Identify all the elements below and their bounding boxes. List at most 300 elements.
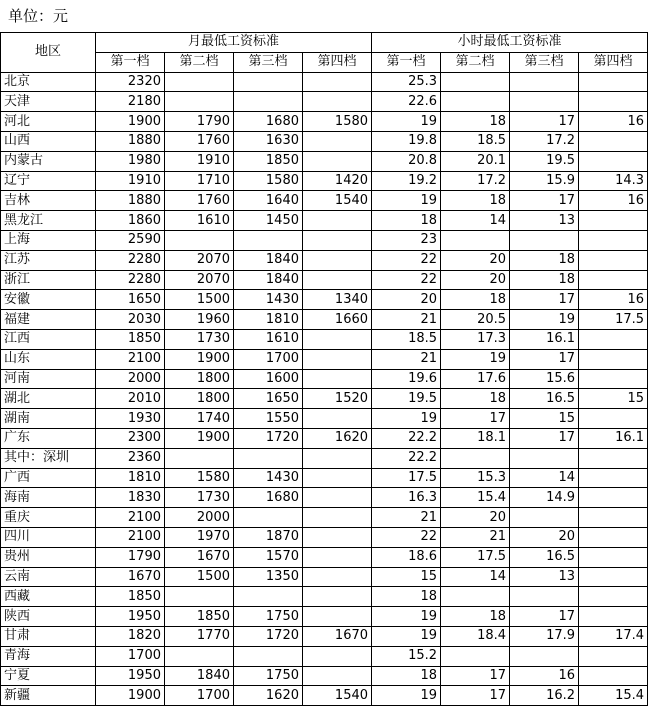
table-row [1, 626, 648, 646]
hourly-wage-cell: 18.4 [441, 626, 510, 646]
table-row [1, 349, 648, 369]
monthly-wage-cell: 1670 [165, 547, 234, 567]
hourly-wage-cell: 19.8 [372, 131, 441, 151]
table-row [1, 567, 648, 587]
monthly-wage-cell: 1880 [96, 131, 165, 151]
hourly-wage-cell: 17 [510, 349, 579, 369]
hourly-wage-cell: 18.5 [441, 131, 510, 151]
monthly-wage-cell: 1610 [165, 211, 234, 231]
monthly-wage-cell: 1840 [234, 250, 303, 270]
monthly-wage-cell: 1910 [165, 151, 234, 171]
table-row [1, 290, 648, 310]
monthly-wage-cell: 2180 [96, 92, 165, 112]
monthly-wage-cell: 1540 [303, 686, 372, 706]
hourly-wage-cell: 22.2 [372, 448, 441, 468]
monthly-wage-cell [303, 250, 372, 270]
monthly-wage-cell: 1900 [165, 428, 234, 448]
table-body [1, 72, 648, 706]
monthly-wage-cell: 1840 [234, 270, 303, 290]
table-row [1, 468, 648, 488]
monthly-wage-cell: 1740 [165, 409, 234, 429]
hourly-wage-cell: 18 [441, 112, 510, 132]
region-cell: 贵州 [1, 547, 96, 567]
region-cell: 甘肃 [1, 626, 96, 646]
hourly-wage-cell: 19 [372, 686, 441, 706]
hourly-wage-cell: 19.2 [372, 171, 441, 191]
monthly-wage-cell: 1670 [96, 567, 165, 587]
hourly-wage-cell: 15.4 [441, 488, 510, 508]
monthly-wage-cell [303, 409, 372, 429]
monthly-wage-cell: 1970 [165, 527, 234, 547]
hourly-wage-cell: 22 [372, 270, 441, 290]
hourly-wage-cell: 18 [441, 191, 510, 211]
table-row [1, 409, 648, 429]
table-row [1, 230, 648, 250]
monthly-wage-cell: 1540 [303, 191, 372, 211]
monthly-wage-cell: 1830 [96, 488, 165, 508]
monthly-wage-cell: 1850 [96, 587, 165, 607]
monthly-wage-cell: 1860 [96, 211, 165, 231]
hourly-wage-cell: 21 [372, 508, 441, 528]
monthly-wage-cell: 2000 [96, 369, 165, 389]
monthly-wage-cell: 1520 [303, 389, 372, 409]
monthly-wage-cell [165, 646, 234, 666]
hourly-wage-cell: 14 [441, 211, 510, 231]
region-cell: 湖南 [1, 409, 96, 429]
table-row [1, 112, 648, 132]
hourly-wage-cell: 20 [441, 270, 510, 290]
monthly-wage-cell [303, 92, 372, 112]
monthly-wage-cell: 1900 [165, 349, 234, 369]
hourly-wage-cell: 19.6 [372, 369, 441, 389]
monthly-wage-cell [303, 448, 372, 468]
monthly-wage-cell [165, 448, 234, 468]
monthly-wage-cell: 1700 [165, 686, 234, 706]
hourly-wage-cell: 17.5 [579, 310, 648, 330]
monthly-wage-cell: 1500 [165, 290, 234, 310]
hourly-wage-cell [579, 151, 648, 171]
region-cell: 黑龙江 [1, 211, 96, 231]
monthly-wage-cell [303, 230, 372, 250]
hourly-wage-cell: 18 [372, 587, 441, 607]
hourly-wage-cell [579, 448, 648, 468]
table-row [1, 527, 648, 547]
hourly-wage-cell [441, 230, 510, 250]
hourly-wage-cell [579, 409, 648, 429]
hourly-wage-cell: 17.5 [441, 547, 510, 567]
region-cell: 辽宁 [1, 171, 96, 191]
region-cell: 陕西 [1, 607, 96, 627]
hourly-wage-cell: 18 [372, 211, 441, 231]
region-cell: 西藏 [1, 587, 96, 607]
monthly-wage-cell [303, 488, 372, 508]
monthly-wage-cell [303, 527, 372, 547]
table-row [1, 92, 648, 112]
hourly-wage-cell: 20 [441, 508, 510, 528]
table-row [1, 131, 648, 151]
hourly-wage-cell: 17.3 [441, 329, 510, 349]
hourly-wage-cell: 18 [510, 270, 579, 290]
monthly-wage-cell: 2590 [96, 230, 165, 250]
monthly-wage-cell: 1640 [234, 191, 303, 211]
hourly-wage-cell: 16.3 [372, 488, 441, 508]
monthly-wage-cell: 1700 [96, 646, 165, 666]
hourly-wage-cell: 22.2 [372, 428, 441, 448]
hourly-wage-cell [441, 448, 510, 468]
hourly-wage-cell: 20 [372, 290, 441, 310]
table-row [1, 448, 648, 468]
table-row [1, 666, 648, 686]
hourly-wage-cell [579, 488, 648, 508]
hourly-wage-cell [579, 369, 648, 389]
region-cell: 河南 [1, 369, 96, 389]
monthly-wage-cell: 1880 [96, 191, 165, 211]
hourly-wage-cell: 18 [441, 389, 510, 409]
monthly-wage-cell: 2010 [96, 389, 165, 409]
monthly-tier-header: 第四档 [303, 52, 372, 72]
hourly-tier-header: 第四档 [579, 52, 648, 72]
hourly-wage-cell: 22 [372, 527, 441, 547]
hourly-wage-cell [441, 72, 510, 92]
monthly-wage-cell: 1600 [234, 369, 303, 389]
monthly-wage-cell: 1620 [303, 428, 372, 448]
region-cell: 重庆 [1, 508, 96, 528]
monthly-wage-cell: 1770 [165, 626, 234, 646]
monthly-wage-cell [303, 666, 372, 686]
monthly-wage-cell: 2300 [96, 428, 165, 448]
header-row-groups [1, 33, 648, 53]
monthly-wage-cell [303, 587, 372, 607]
hourly-wage-cell [579, 329, 648, 349]
region-cell: 新疆 [1, 686, 96, 706]
hourly-wage-cell: 16 [510, 666, 579, 686]
hourly-wage-cell [579, 547, 648, 567]
monthly-wage-cell: 2100 [96, 349, 165, 369]
monthly-wage-cell [234, 230, 303, 250]
region-cell: 江苏 [1, 250, 96, 270]
hourly-wage-cell [510, 587, 579, 607]
hourly-wage-cell [510, 92, 579, 112]
hourly-wage-cell [579, 250, 648, 270]
monthly-wage-cell [234, 646, 303, 666]
table-row [1, 270, 648, 290]
hourly-wage-cell: 19 [372, 191, 441, 211]
monthly-wage-cell: 1900 [96, 112, 165, 132]
monthly-wage-cell: 1850 [165, 607, 234, 627]
hourly-wage-cell: 17 [441, 666, 510, 686]
table-row [1, 547, 648, 567]
hourly-wage-cell: 20.5 [441, 310, 510, 330]
hourly-tier-header: 第二档 [441, 52, 510, 72]
monthly-wage-cell: 1960 [165, 310, 234, 330]
region-cell: 上海 [1, 230, 96, 250]
hourly-wage-cell: 17 [510, 191, 579, 211]
table-row [1, 191, 648, 211]
hourly-wage-cell: 19 [372, 607, 441, 627]
monthly-wage-cell: 1580 [303, 112, 372, 132]
monthly-wage-cell: 1620 [234, 686, 303, 706]
monthly-wage-cell: 2280 [96, 250, 165, 270]
monthly-wage-cell: 1580 [165, 468, 234, 488]
hourly-wage-cell: 16.5 [510, 389, 579, 409]
hourly-group-header: 小时最低工资标准 [372, 33, 648, 53]
hourly-wage-cell: 16.1 [579, 428, 648, 448]
hourly-wage-cell [441, 587, 510, 607]
monthly-wage-cell: 1720 [234, 626, 303, 646]
hourly-wage-cell: 20 [510, 527, 579, 547]
hourly-wage-cell: 15 [372, 567, 441, 587]
hourly-wage-cell [579, 211, 648, 231]
monthly-wage-cell: 1810 [96, 468, 165, 488]
hourly-wage-cell: 17 [441, 409, 510, 429]
monthly-wage-cell [303, 349, 372, 369]
hourly-wage-cell [579, 131, 648, 151]
hourly-wage-cell: 22.6 [372, 92, 441, 112]
hourly-wage-cell: 20.1 [441, 151, 510, 171]
monthly-wage-cell: 1820 [96, 626, 165, 646]
hourly-wage-cell: 17 [510, 112, 579, 132]
monthly-wage-cell: 2070 [165, 250, 234, 270]
region-cell: 吉林 [1, 191, 96, 211]
monthly-wage-cell: 1750 [234, 607, 303, 627]
monthly-wage-cell: 1980 [96, 151, 165, 171]
hourly-wage-cell: 16.5 [510, 547, 579, 567]
table-row [1, 329, 648, 349]
unit-label: 单位：元 [8, 7, 69, 25]
monthly-wage-cell: 2100 [96, 508, 165, 528]
monthly-wage-cell: 1800 [165, 369, 234, 389]
monthly-wage-cell: 1340 [303, 290, 372, 310]
monthly-wage-cell [234, 508, 303, 528]
hourly-wage-cell [510, 230, 579, 250]
monthly-tier-header: 第二档 [165, 52, 234, 72]
region-cell: 安徽 [1, 290, 96, 310]
monthly-wage-cell: 2320 [96, 72, 165, 92]
monthly-wage-cell: 1610 [234, 329, 303, 349]
monthly-wage-cell: 1840 [165, 666, 234, 686]
monthly-wage-cell [234, 72, 303, 92]
hourly-wage-cell: 19.5 [510, 151, 579, 171]
monthly-wage-cell: 1710 [165, 171, 234, 191]
hourly-wage-cell [579, 607, 648, 627]
hourly-wage-cell [579, 230, 648, 250]
hourly-wage-cell: 18 [372, 666, 441, 686]
hourly-wage-cell: 19 [372, 409, 441, 429]
monthly-tier-header: 第三档 [234, 52, 303, 72]
monthly-wage-cell: 1660 [303, 310, 372, 330]
hourly-wage-cell: 17.5 [372, 468, 441, 488]
region-cell: 山西 [1, 131, 96, 151]
monthly-wage-cell [303, 547, 372, 567]
monthly-wage-cell [234, 92, 303, 112]
monthly-wage-cell [303, 567, 372, 587]
region-cell: 浙江 [1, 270, 96, 290]
monthly-wage-cell: 1420 [303, 171, 372, 191]
hourly-wage-cell: 17.9 [510, 626, 579, 646]
hourly-wage-cell: 13 [510, 567, 579, 587]
hourly-wage-cell: 19 [372, 626, 441, 646]
monthly-wage-cell [165, 230, 234, 250]
monthly-wage-cell: 2100 [96, 527, 165, 547]
hourly-wage-cell: 18.6 [372, 547, 441, 567]
hourly-tier-header: 第一档 [372, 52, 441, 72]
hourly-wage-cell: 18 [441, 607, 510, 627]
table-row [1, 72, 648, 92]
monthly-wage-cell: 1570 [234, 547, 303, 567]
monthly-wage-cell [303, 72, 372, 92]
hourly-wage-cell: 14 [510, 468, 579, 488]
monthly-wage-cell [303, 468, 372, 488]
hourly-wage-cell: 15.3 [441, 468, 510, 488]
region-cell: 北京 [1, 72, 96, 92]
monthly-wage-cell: 1760 [165, 191, 234, 211]
hourly-wage-cell: 16.2 [510, 686, 579, 706]
hourly-wage-cell: 15.2 [372, 646, 441, 666]
monthly-wage-cell: 1900 [96, 686, 165, 706]
hourly-wage-cell: 16.1 [510, 329, 579, 349]
monthly-wage-cell: 1630 [234, 131, 303, 151]
monthly-wage-cell [165, 587, 234, 607]
monthly-wage-cell: 2030 [96, 310, 165, 330]
hourly-wage-cell: 17.2 [441, 171, 510, 191]
region-cell: 海南 [1, 488, 96, 508]
minimum-wage-table [0, 32, 648, 706]
table-row [1, 587, 648, 607]
monthly-wage-cell [303, 270, 372, 290]
monthly-wage-cell: 1500 [165, 567, 234, 587]
monthly-wage-cell: 1650 [234, 389, 303, 409]
monthly-wage-cell: 1680 [234, 112, 303, 132]
hourly-wage-cell: 17 [510, 290, 579, 310]
monthly-wage-cell: 1730 [165, 488, 234, 508]
hourly-wage-cell: 16 [579, 290, 648, 310]
monthly-wage-cell: 1430 [234, 290, 303, 310]
hourly-wage-cell: 25.3 [372, 72, 441, 92]
table-row [1, 686, 648, 706]
hourly-wage-cell: 17.6 [441, 369, 510, 389]
region-cell: 江西 [1, 329, 96, 349]
table-row [1, 250, 648, 270]
monthly-wage-cell [303, 329, 372, 349]
hourly-wage-cell: 19 [510, 310, 579, 330]
hourly-wage-cell [579, 468, 648, 488]
monthly-wage-cell [303, 646, 372, 666]
hourly-wage-cell [579, 666, 648, 686]
hourly-wage-cell: 16 [579, 191, 648, 211]
monthly-wage-cell [303, 151, 372, 171]
monthly-wage-cell: 1550 [234, 409, 303, 429]
monthly-wage-cell: 1700 [234, 349, 303, 369]
hourly-wage-cell [579, 587, 648, 607]
table-row [1, 508, 648, 528]
table-row [1, 171, 648, 191]
monthly-wage-cell: 2280 [96, 270, 165, 290]
hourly-wage-cell: 21 [372, 310, 441, 330]
monthly-wage-cell: 2070 [165, 270, 234, 290]
table-row [1, 211, 648, 231]
hourly-wage-cell: 20.8 [372, 151, 441, 171]
hourly-wage-cell [579, 508, 648, 528]
monthly-wage-cell [303, 369, 372, 389]
hourly-wage-cell: 19.5 [372, 389, 441, 409]
monthly-wage-cell [234, 587, 303, 607]
monthly-wage-cell: 1790 [165, 112, 234, 132]
hourly-wage-cell [579, 270, 648, 290]
hourly-wage-cell: 20 [441, 250, 510, 270]
hourly-wage-cell: 17 [510, 607, 579, 627]
table-row [1, 389, 648, 409]
hourly-wage-cell: 15.4 [579, 686, 648, 706]
hourly-wage-cell: 13 [510, 211, 579, 231]
hourly-wage-cell [510, 72, 579, 92]
hourly-wage-cell: 22 [372, 250, 441, 270]
hourly-wage-cell: 14.9 [510, 488, 579, 508]
hourly-wage-cell: 18.5 [372, 329, 441, 349]
header-row-tiers [1, 52, 648, 72]
monthly-wage-cell: 1650 [96, 290, 165, 310]
monthly-wage-cell [303, 607, 372, 627]
region-cell: 河北 [1, 112, 96, 132]
monthly-wage-cell: 1350 [234, 567, 303, 587]
monthly-tier-header: 第一档 [96, 52, 165, 72]
hourly-wage-cell: 16 [579, 112, 648, 132]
monthly-wage-cell: 1870 [234, 527, 303, 547]
region-cell: 广东 [1, 428, 96, 448]
monthly-wage-cell: 1720 [234, 428, 303, 448]
monthly-wage-cell: 1950 [96, 607, 165, 627]
monthly-wage-cell: 1910 [96, 171, 165, 191]
hourly-wage-cell: 17 [510, 428, 579, 448]
monthly-wage-cell: 1930 [96, 409, 165, 429]
table-row [1, 646, 648, 666]
monthly-wage-cell: 2000 [165, 508, 234, 528]
region-cell: 湖北 [1, 389, 96, 409]
hourly-wage-cell: 15.6 [510, 369, 579, 389]
monthly-wage-cell: 1850 [234, 151, 303, 171]
table-row [1, 310, 648, 330]
hourly-wage-cell: 23 [372, 230, 441, 250]
hourly-wage-cell: 17 [441, 686, 510, 706]
hourly-wage-cell [579, 527, 648, 547]
monthly-wage-cell: 1750 [234, 666, 303, 686]
monthly-wage-cell: 1670 [303, 626, 372, 646]
monthly-wage-cell [303, 131, 372, 151]
monthly-group-header: 月最低工资标准 [96, 33, 372, 53]
monthly-wage-cell: 1430 [234, 468, 303, 488]
region-cell: 青海 [1, 646, 96, 666]
monthly-wage-cell: 1450 [234, 211, 303, 231]
region-cell: 宁夏 [1, 666, 96, 686]
hourly-wage-cell: 17.2 [510, 131, 579, 151]
region-cell: 其中：深圳 [1, 448, 96, 468]
hourly-wage-cell: 15 [579, 389, 648, 409]
region-cell: 福建 [1, 310, 96, 330]
hourly-wage-cell: 21 [441, 527, 510, 547]
hourly-wage-cell: 19 [441, 349, 510, 369]
table-row [1, 607, 648, 627]
hourly-wage-cell: 15 [510, 409, 579, 429]
hourly-wage-cell [510, 508, 579, 528]
hourly-wage-cell: 18 [510, 250, 579, 270]
hourly-wage-cell: 15.9 [510, 171, 579, 191]
monthly-wage-cell: 1790 [96, 547, 165, 567]
hourly-tier-header: 第三档 [510, 52, 579, 72]
hourly-wage-cell: 14.3 [579, 171, 648, 191]
hourly-wage-cell [441, 92, 510, 112]
monthly-wage-cell: 1730 [165, 329, 234, 349]
table-row [1, 151, 648, 171]
hourly-wage-cell: 19 [372, 112, 441, 132]
